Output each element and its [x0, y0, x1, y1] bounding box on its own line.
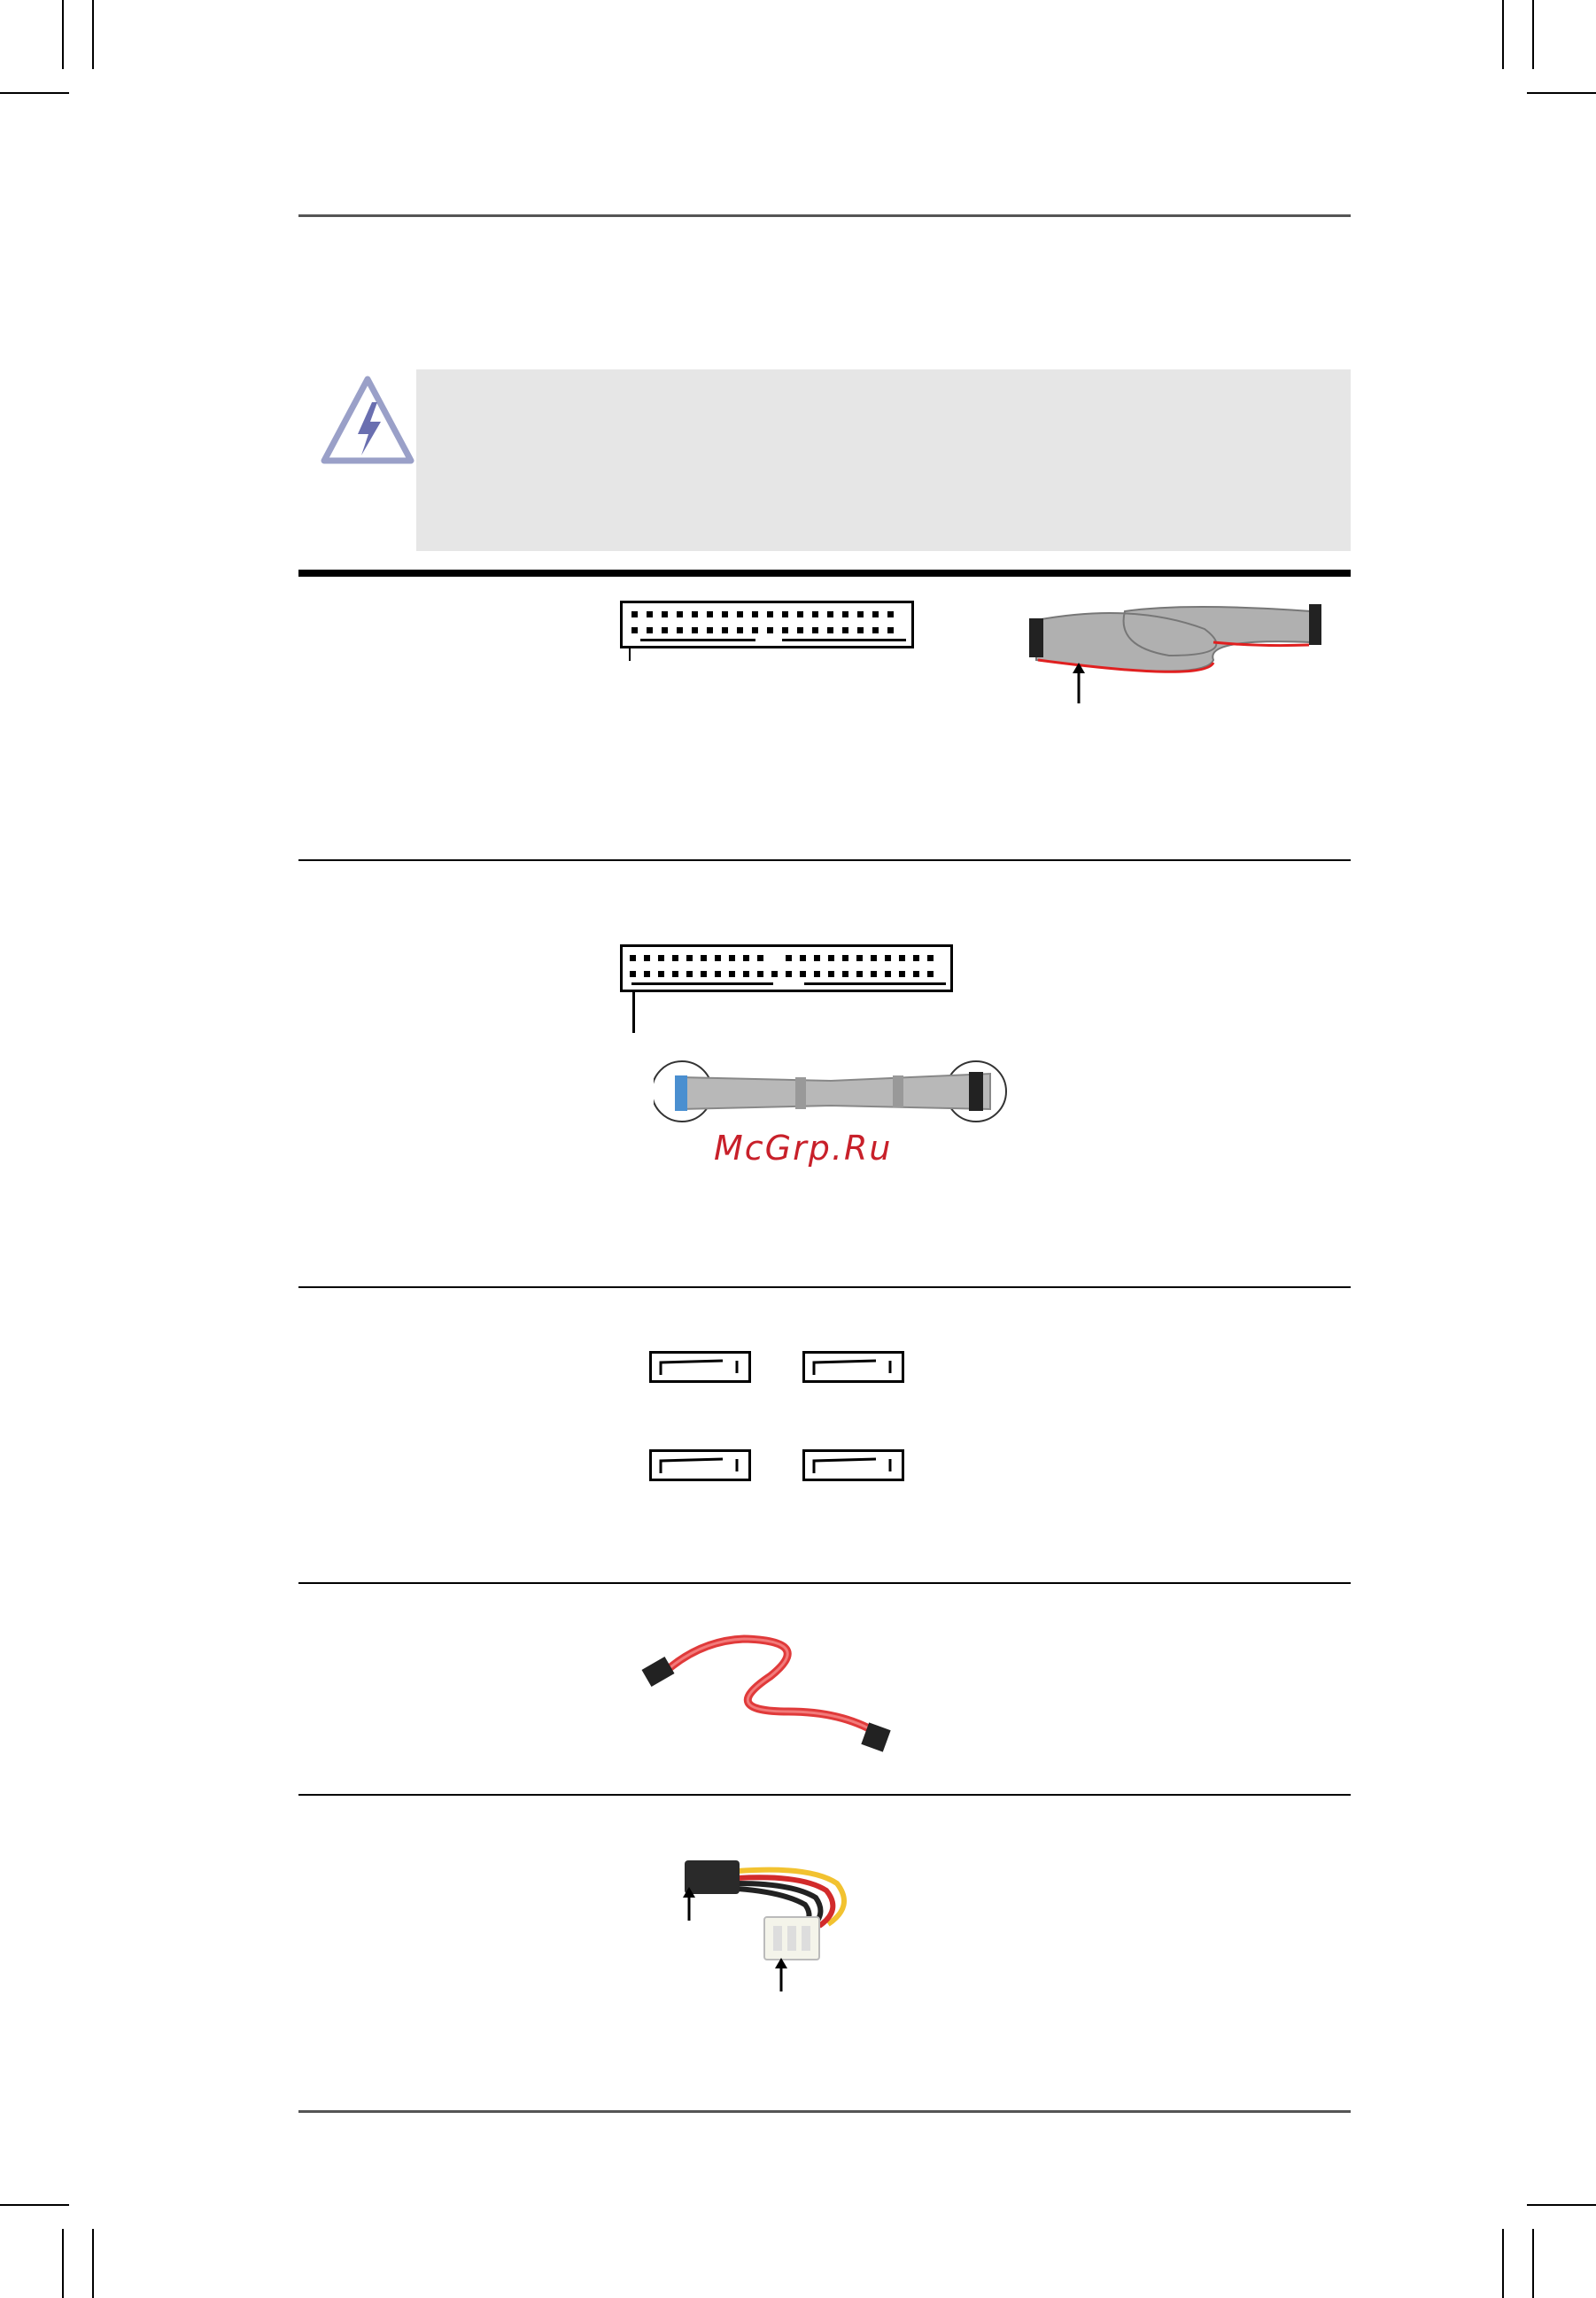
sata-power-cable-photo — [678, 1844, 890, 1968]
sata-port-2 — [802, 1351, 904, 1383]
warning-lightning-icon — [319, 372, 416, 470]
red-stripe-arrow-icon — [1070, 663, 1088, 705]
sata-cable-photo — [638, 1623, 903, 1756]
floppy-pin1-marker — [629, 648, 631, 661]
ide-ribbon-cable-photo — [654, 1054, 1008, 1125]
footer-rule — [298, 2110, 1351, 2113]
floppy-pins — [623, 603, 911, 646]
section-rule-4 — [298, 1794, 1351, 1796]
watermark: McGrp.Ru — [714, 1129, 893, 1168]
header-rule — [298, 214, 1351, 217]
ide-pins — [623, 947, 950, 990]
floppy-connector-diagram — [620, 601, 914, 648]
section-rule-thick — [298, 570, 1351, 577]
section-rule-2 — [298, 1286, 1351, 1288]
section-rule-3 — [298, 1582, 1351, 1584]
section-rule-1 — [298, 859, 1351, 861]
sata-port-3 — [649, 1449, 751, 1481]
note-box — [416, 369, 1351, 551]
sata-power-connector-arrow-icon — [680, 1887, 698, 1922]
ide-connector-diagram — [620, 944, 953, 992]
ide-pin1-marker — [632, 992, 635, 1033]
sata-port-4 — [802, 1449, 904, 1481]
molex-connector-arrow-icon — [772, 1958, 790, 1993]
sata-port-1 — [649, 1351, 751, 1383]
